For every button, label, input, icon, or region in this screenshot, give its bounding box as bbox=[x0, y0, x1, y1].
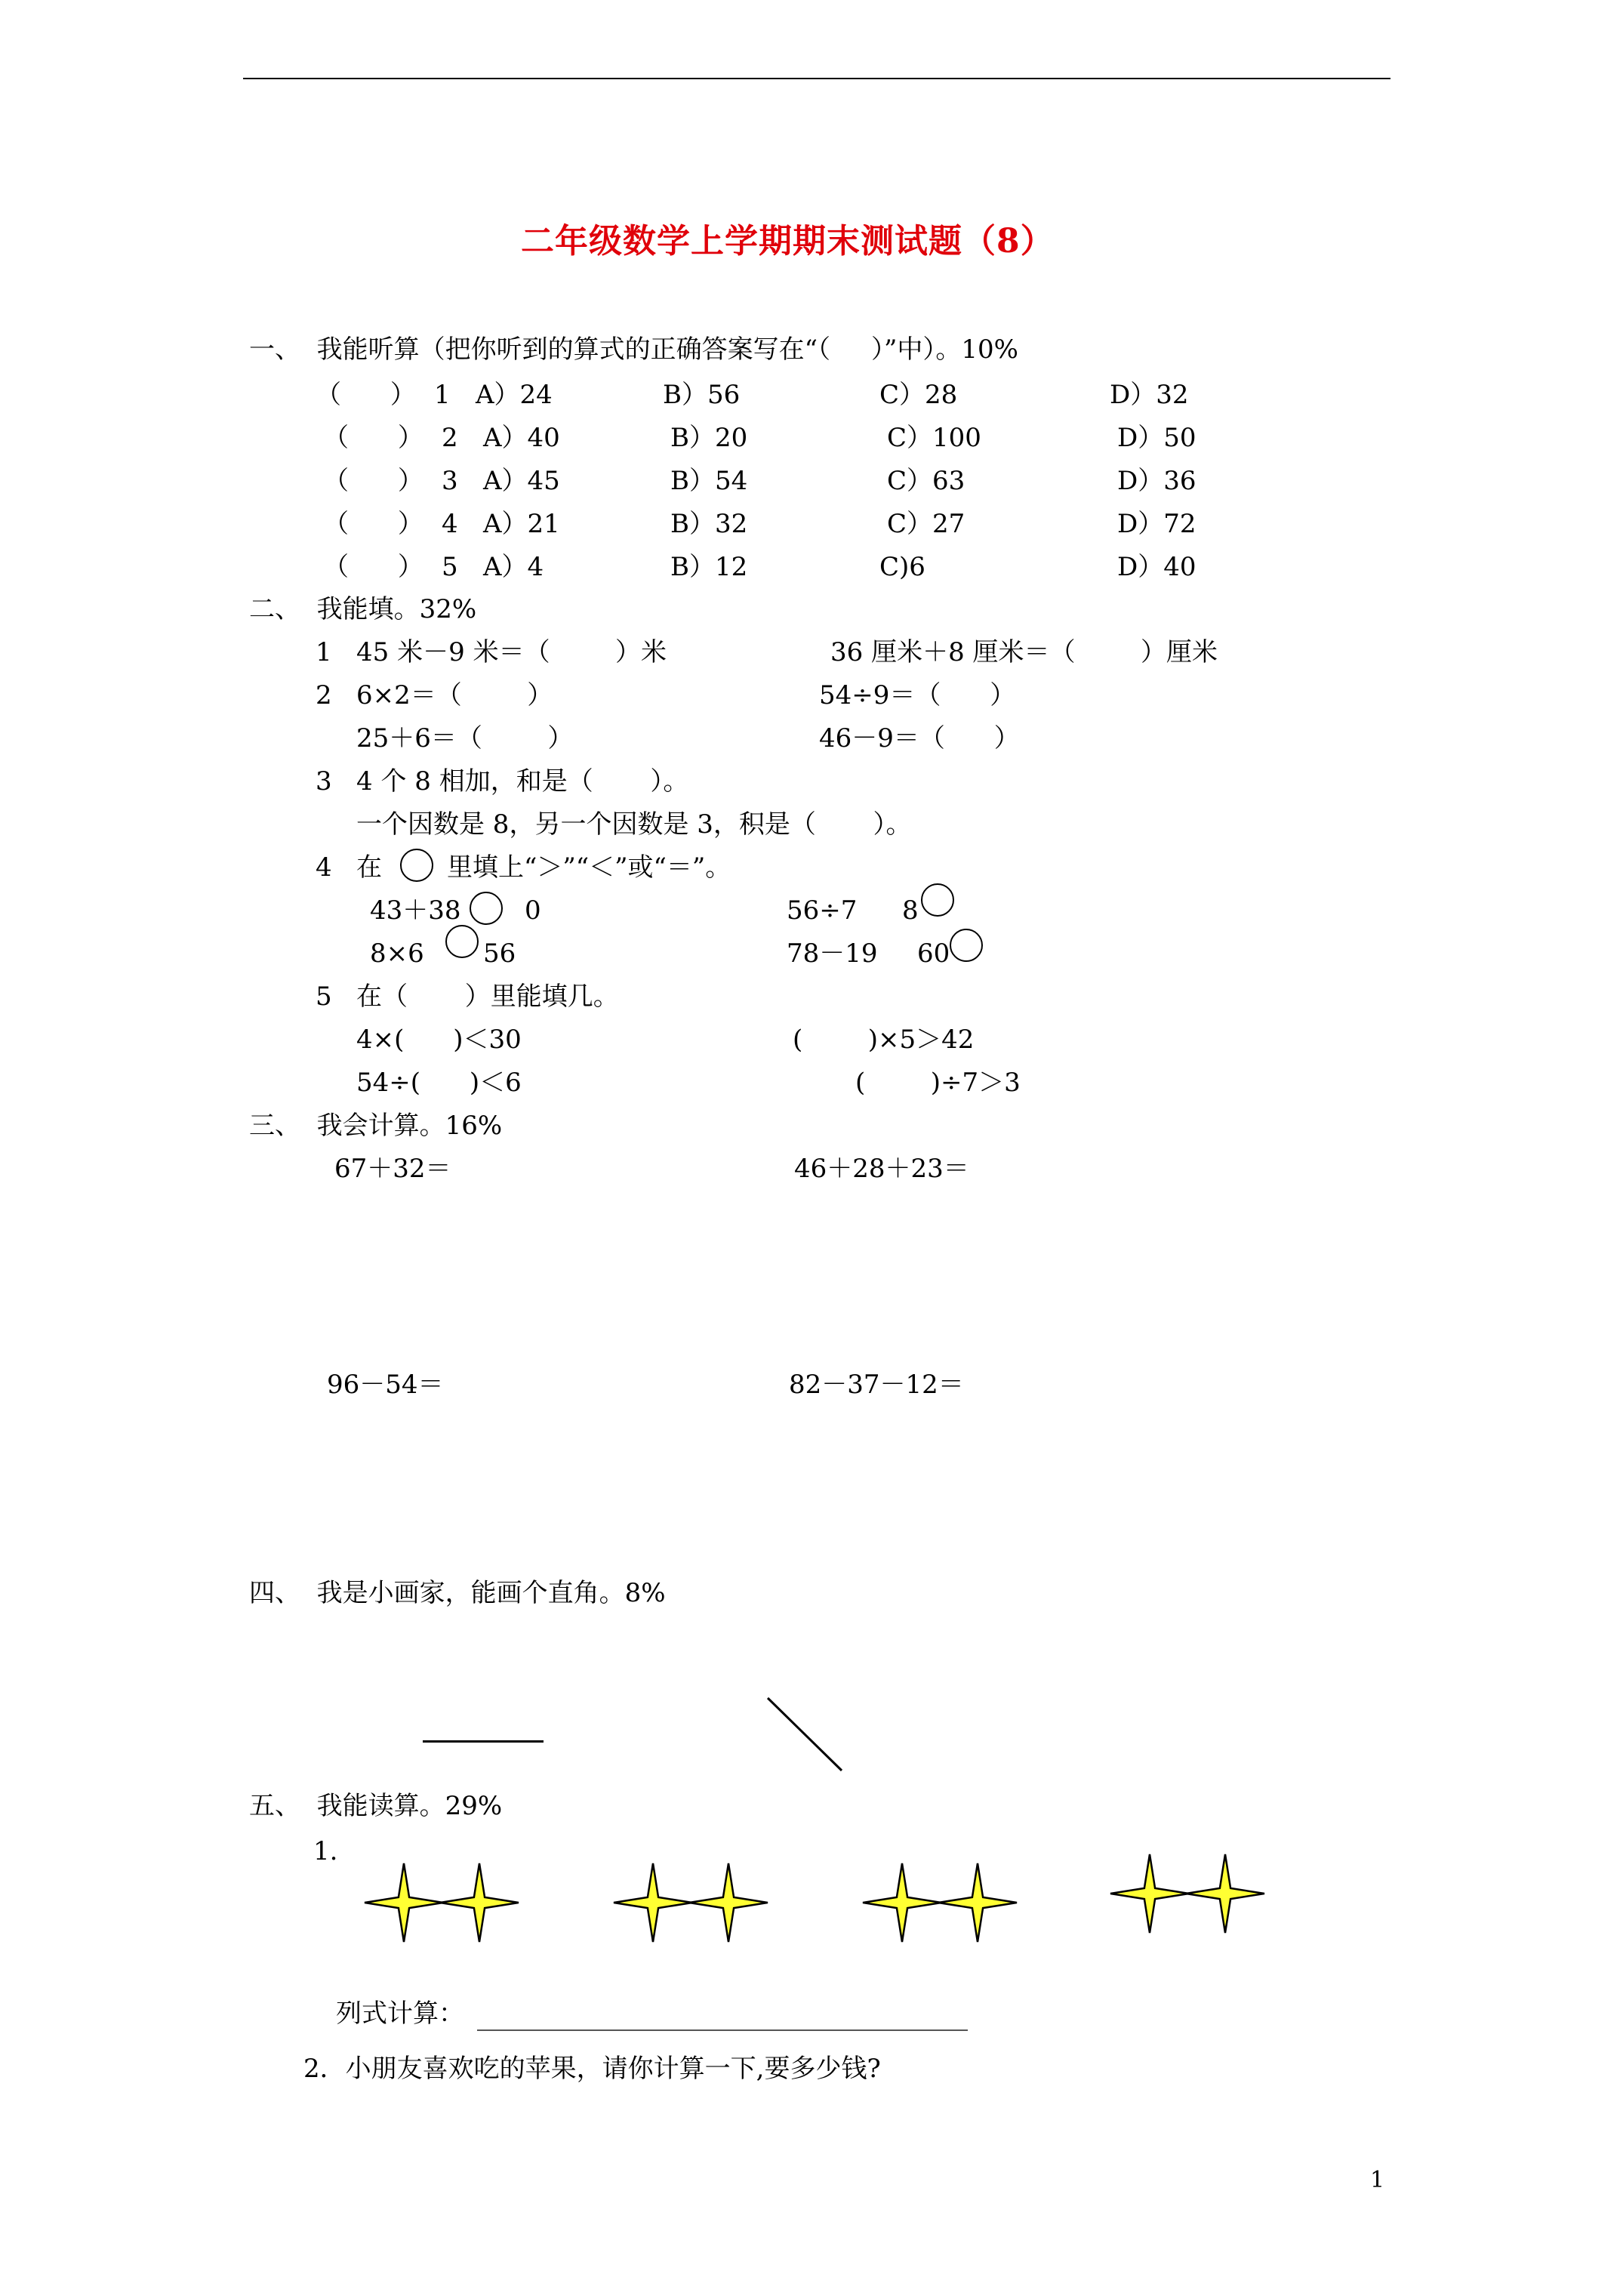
page-title: 二年级数学上学期期末测试题（8） bbox=[521, 222, 1055, 260]
fill-question-2-right-a: 54÷9＝（ ） bbox=[819, 680, 1016, 710]
option-c: C）27 bbox=[887, 509, 965, 539]
compare-right-a: 56÷7 bbox=[787, 895, 858, 926]
option-b: B）54 bbox=[670, 466, 748, 496]
fill-question-2-left-a: 2 6×2＝（ ） bbox=[316, 680, 553, 710]
compare-right-a-end: 8 bbox=[902, 895, 919, 926]
diagonal-line-segment bbox=[766, 1697, 849, 1776]
option-c: C）63 bbox=[887, 466, 965, 496]
question-number: 4 bbox=[442, 509, 458, 539]
formula-answer-line[interactable] bbox=[477, 2029, 968, 2031]
star-icon bbox=[863, 1863, 941, 1942]
option-b: B）32 bbox=[670, 509, 748, 539]
calc-expression-3: 96－54＝ bbox=[327, 1370, 444, 1400]
fill-question-3-a: 3 4 个 8 相加，和是（ ）。 bbox=[316, 766, 689, 797]
fill-question-2-right-b: 46－9＝（ ） bbox=[819, 723, 1020, 754]
fill-question-5-left-a: 4×( )＜30 bbox=[356, 1025, 522, 1055]
section-2-heading: 二、 我能填。32% bbox=[249, 594, 477, 624]
answer-paren[interactable]: （ ） bbox=[316, 380, 416, 410]
star-icon bbox=[938, 1863, 1017, 1942]
read-question-1-label: 1. bbox=[313, 1836, 338, 1866]
compare-circle-input[interactable] bbox=[445, 925, 479, 958]
header-rule bbox=[243, 78, 1390, 79]
read-question-2: 2．小朋友喜欢吃的苹果，请你计算一下,要多少钱? bbox=[303, 2054, 881, 2084]
calc-expression-4: 82－37－12＝ bbox=[789, 1370, 964, 1400]
compare-left-b-end: 56 bbox=[483, 938, 516, 969]
option-b: B）56 bbox=[663, 380, 741, 410]
option-c: C）28 bbox=[879, 380, 958, 410]
page-number: 1 bbox=[1370, 2167, 1385, 2193]
calc-expression-2: 46＋28＋23＝ bbox=[794, 1154, 969, 1184]
compare-right-b-end: 60 bbox=[917, 938, 950, 969]
fill-question-3-b: 一个因数是 8，另一个因数是 3，积是（ ）。 bbox=[356, 809, 912, 840]
formula-label: 列式计算： bbox=[336, 1999, 464, 2029]
question-number: 3 bbox=[442, 466, 458, 496]
compare-left-b: 8×6 bbox=[370, 938, 424, 969]
option-d: D）32 bbox=[1110, 380, 1189, 410]
answer-paren[interactable]: （ ） bbox=[323, 423, 423, 453]
option-a: A）40 bbox=[483, 423, 560, 453]
option-d: D）40 bbox=[1117, 552, 1196, 582]
answer-paren[interactable]: （ ） bbox=[323, 509, 423, 539]
option-a: A）45 bbox=[483, 466, 560, 496]
option-b: B）20 bbox=[670, 423, 748, 453]
question-number: 1 bbox=[434, 380, 451, 410]
compare-circle-input[interactable] bbox=[921, 883, 954, 917]
question-number: 5 bbox=[442, 552, 458, 582]
section-5-heading: 五、 我能读算。29% bbox=[249, 1791, 503, 1821]
section-4-heading: 四、 我是小画家，能画个直角。8% bbox=[249, 1578, 666, 1608]
answer-paren[interactable]: （ ） bbox=[323, 466, 423, 496]
compare-left-a-end: 0 bbox=[525, 895, 541, 926]
option-d: D）36 bbox=[1117, 466, 1196, 496]
star-icon bbox=[614, 1863, 692, 1942]
option-c: C)6 bbox=[879, 552, 925, 582]
star-icon bbox=[1186, 1854, 1264, 1933]
option-a: A）21 bbox=[483, 509, 560, 539]
horizontal-line-segment bbox=[423, 1740, 544, 1743]
fill-question-1-right: 36 厘米＋8 厘米＝（ ）厘米 bbox=[830, 637, 1218, 667]
option-c: C）100 bbox=[887, 423, 981, 453]
compare-left-a: 43＋38 bbox=[370, 895, 461, 926]
section-3-heading: 三、 我会计算。16% bbox=[249, 1111, 503, 1141]
option-d: D）50 bbox=[1117, 423, 1196, 453]
fill-question-5: 5 在（ ）里能填几。 bbox=[316, 982, 619, 1012]
question-number: 2 bbox=[442, 423, 458, 453]
star-icon bbox=[689, 1863, 768, 1942]
star-icon bbox=[365, 1863, 443, 1942]
fill-question-4-suffix: 里填上“＞”“＜”或“＝”。 bbox=[447, 852, 731, 883]
compare-right-b: 78－19 bbox=[787, 938, 878, 969]
compare-circle-input[interactable] bbox=[950, 929, 983, 962]
answer-paren[interactable]: （ ） bbox=[323, 552, 423, 582]
calc-expression-1: 67＋32＝ bbox=[334, 1154, 451, 1184]
compare-circle-input[interactable] bbox=[470, 892, 503, 925]
fill-question-5-right-a: ( )×5＞42 bbox=[793, 1025, 975, 1055]
fill-question-1-left: 1 45 米－9 米＝（ ）米 bbox=[316, 637, 667, 667]
star-icon bbox=[1110, 1854, 1189, 1933]
fill-question-4-prefix: 4 在 bbox=[316, 852, 383, 883]
option-b: B）12 bbox=[670, 552, 748, 582]
option-d: D）72 bbox=[1117, 509, 1196, 539]
fill-question-2-left-b: 25＋6＝（ ） bbox=[356, 723, 574, 754]
star-picture bbox=[359, 1850, 1302, 1955]
section-1-heading: 一、 我能听算（把你听到的算式的正确答案写在“（ ）”中）。10% bbox=[249, 334, 1018, 365]
compare-circle-icon bbox=[400, 849, 433, 882]
fill-question-5-right-b: ( )÷7＞3 bbox=[855, 1068, 1021, 1098]
star-icon bbox=[440, 1863, 519, 1942]
option-a: A）24 bbox=[476, 380, 553, 410]
option-a: A）4 bbox=[483, 552, 544, 582]
fill-question-5-left-b: 54÷( )＜6 bbox=[356, 1068, 522, 1098]
